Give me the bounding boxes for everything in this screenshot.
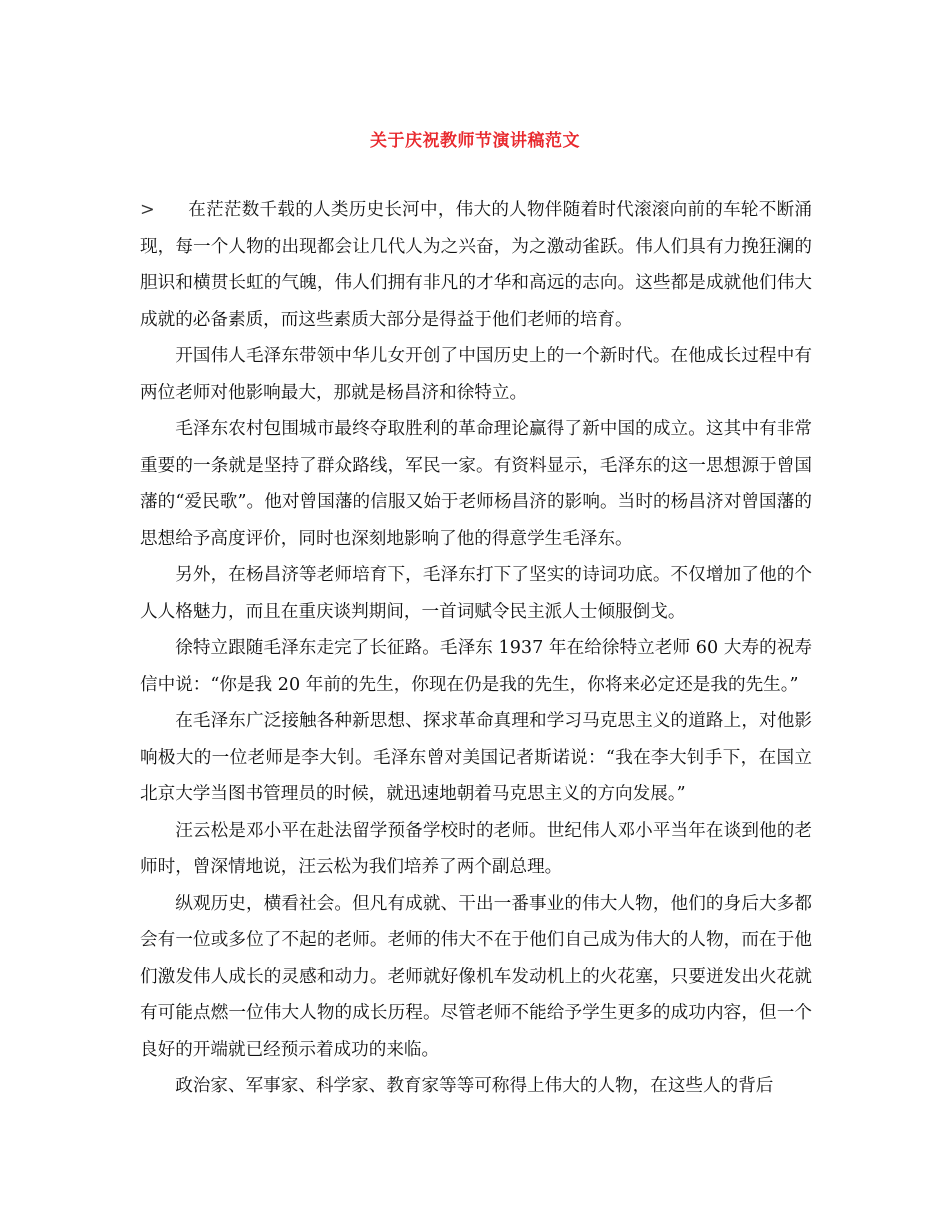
bullet-marker: > <box>140 200 155 220</box>
paragraph-4: 另外，在杨昌济等老师培育下，毛泽东打下了坚实的诗词功底。不仅增加了他的个人人格魅力，而且在重庆谈判期间，一首词赋令民主派人士倾服倒戈。 <box>140 565 812 622</box>
paragraph-3: 毛泽东农村包围城市最终夺取胜利的革命理论赢得了新中国的成立。这其中有非常重要的一条就是坚持了群众路线，军民一家。有资料显示，毛泽东的这一思想源于曾国藩的“爱民歌”。他对曾国藩的信服又始于老师杨昌济的影响。当时的杨昌济对曾国藩的思想给予高度评价，同时也深刻地影响了他的得意学生毛泽东。 <box>140 419 812 549</box>
paragraph-1 <box>140 192 812 338</box>
paragraph-1-text: 在茫茫数千载的人类历史长河中，伟大的人物伴随着时代滚滚向前的车轮不断涌现，每一个人物的出现都会让几代人为之兴奋，为之激动雀跃。伟人们具有力挽狂澜的胆识和横贯长虹的气魄，伟人们拥有非凡的才华和高远的志向。这些都是成就他们伟大成就的必备素质，而这些素质大部分是得益于他们老师的培育。 <box>140 200 812 330</box>
paragraph-8: 纵观历史，横看社会。但凡有成就、干出一番事业的伟大人物，他们的身后大多都会有一位或多位了不起的老师。老师的伟大不在于他们自己成为伟大的人物，而在于他们激发伟人成长的灵感和动力。老师就好像机车发动机上的火花塞，只要迸发出火花就有可能点燃一位伟大人物的成长历程。尽管老师不能给予学生更多的成功内容，但一个良好的开端就已经预示着成功的来临。 <box>140 893 812 1060</box>
paragraph-9: 政治家、军事家、科学家、教育家等等可称得上伟大的人物，在这些人的背后 <box>175 1076 774 1096</box>
document-body <box>140 192 812 1105</box>
paragraph-7: 汪云松是邓小平在赴法留学预备学校时的老师。世纪伟人邓小平当年在谈到他的老师时，曾深情地说，汪云松为我们培养了两个副总理。 <box>140 820 812 877</box>
paragraph-5: 徐特立跟随毛泽东走完了长征路。毛泽东 1937 年在给徐特立老师 60 大寿的祝寿信中说：“你是我 20 年前的先生，你现在仍是我的先生，你将来必定还是我的先生。” <box>140 638 812 695</box>
paragraph-6: 在毛泽东广泛接触各种新思想、探求革命真理和学习马克思主义的道路上，对他影响极大的一位老师是李大钊。毛泽东曾对美国记者斯诺说：“我在李大钊手下，在国立北京大学当图书管理员的时候，就迅速地朝着马克思主义的方向发展。” <box>140 711 812 804</box>
document-title: 关于庆祝教师节演讲稿范文 <box>370 131 580 151</box>
paragraph-2: 开国伟人毛泽东带领中华儿女开创了中国历史上的一个新时代。在他成长过程中有两位老师对他影响最大，那就是杨昌济和徐特立。 <box>140 346 812 403</box>
